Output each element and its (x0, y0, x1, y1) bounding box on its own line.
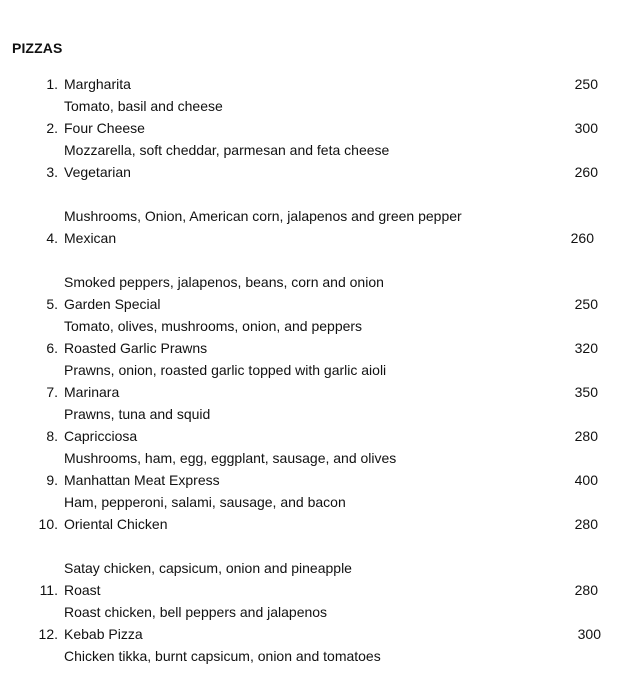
menu-item (0, 294, 639, 314)
item-description: Tomato, basil and cheese (64, 98, 223, 114)
item-price: 260 (570, 230, 594, 246)
menu-item (0, 162, 639, 182)
item-description: Smoked peppers, jalapenos, beans, corn and onion (64, 274, 384, 290)
item-price: 280 (574, 428, 598, 444)
item-number: 4. (46, 230, 58, 246)
item-number: 7. (46, 384, 58, 400)
item-description: Satay chicken, capsicum, onion and pineapple (64, 560, 352, 576)
item-description: Prawns, tuna and squid (64, 406, 211, 422)
item-name: Capricciosa (64, 428, 138, 444)
menu-item (0, 514, 639, 534)
item-description: Mushrooms, Onion, American corn, jalapenos and green pepper (64, 208, 462, 224)
menu-item (0, 228, 639, 248)
item-name: Oriental Chicken (64, 516, 168, 532)
item-price: 250 (574, 296, 598, 312)
item-description: Mushrooms, ham, egg, eggplant, sausage, and olives (64, 450, 397, 466)
item-number: 1. (46, 76, 58, 92)
item-description: Ham, pepperoni, salami, sausage, and bacon (64, 494, 346, 510)
item-number: 11. (39, 582, 58, 598)
menu-item (0, 74, 639, 94)
item-description: Tomato, olives, mushrooms, onion, and peppers (64, 318, 363, 334)
item-number: 2. (46, 120, 58, 136)
menu-item (0, 382, 639, 402)
menu-item (0, 338, 639, 358)
item-price: 280 (574, 582, 598, 598)
item-name: Garden Special (64, 296, 161, 312)
item-name: Roasted Garlic Prawns (64, 340, 208, 356)
item-price: 300 (574, 120, 598, 136)
menu-item (0, 624, 639, 644)
item-number: 12. (38, 626, 58, 642)
item-name: Vegetarian (64, 164, 131, 180)
item-name: Margharita (64, 76, 131, 92)
section-title: PIZZAS (12, 40, 63, 56)
item-price: 250 (574, 76, 598, 92)
item-number: 3. (46, 164, 58, 180)
menu-item (0, 426, 639, 446)
item-name: Manhattan Meat Express (64, 472, 220, 488)
item-price: 320 (574, 340, 598, 356)
item-price: 280 (574, 516, 598, 532)
item-number: 6. (46, 340, 58, 356)
item-description: Prawns, onion, roasted garlic topped with garlic aioli (64, 362, 387, 378)
item-number: 10. (38, 516, 58, 532)
item-number: 8. (46, 428, 58, 444)
item-description: Mozzarella, soft cheddar, parmesan and feta cheese (64, 142, 390, 158)
item-description: Chicken tikka, burnt capsicum, onion and tomatoes (64, 648, 381, 664)
item-name: Marinara (64, 384, 120, 400)
item-name: Kebab Pizza (64, 626, 143, 642)
item-number: 5. (46, 296, 58, 312)
menu-item (0, 470, 639, 490)
menu-item (0, 580, 639, 600)
item-description: Roast chicken, bell peppers and jalapenos (64, 604, 328, 620)
item-price: 400 (574, 472, 598, 488)
item-price: 260 (574, 164, 598, 180)
item-name: Mexican (64, 230, 117, 246)
item-name: Roast (64, 582, 101, 598)
item-name: Four Cheese (64, 120, 145, 136)
item-price: 350 (574, 384, 598, 400)
menu-item (0, 118, 639, 138)
item-price: 300 (577, 626, 601, 642)
item-number: 9. (46, 472, 58, 488)
